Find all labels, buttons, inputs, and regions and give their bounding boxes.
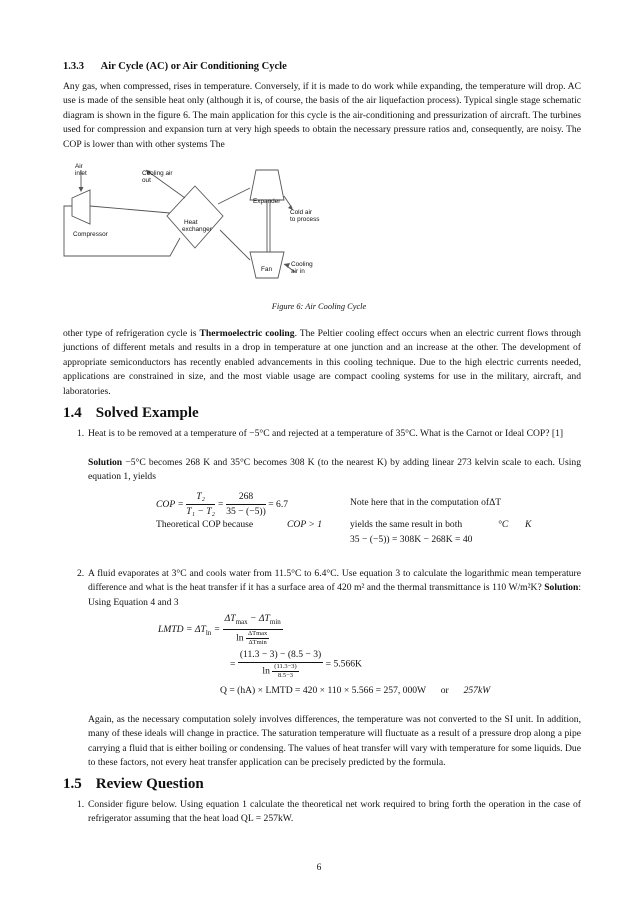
delta-t-calc: 35 − (−5)) = 308K − 268K = 40 (350, 534, 473, 545)
section-heading-review: 1.5 Review Question (63, 776, 204, 792)
theoretical-cop: Theoretical COP because (156, 519, 254, 530)
q2-marker: 2. (77, 568, 85, 579)
label-expander: Expander (253, 198, 281, 205)
unit-celsius: °C (498, 519, 509, 530)
review-q1-marker: 1. (77, 799, 85, 810)
air-cooling-cycle-diagram (60, 156, 360, 280)
expander-shape (250, 170, 284, 200)
subsection-title: Air Cycle (AC) or Air Conditioning Cycle (100, 61, 287, 72)
q1-solution: Solution −5°C becomes 268 K and 35°C becomes 308 K (to the nearest K) by adding linear 273 kelvin scale to each. Using equation 1, yields (88, 457, 581, 483)
label-cooling-air-in: Cooling air in (291, 261, 313, 275)
label-air-inlet: Air inlet (75, 163, 87, 177)
lmtd-equation: LMTD = $\Delta T_{ln}$ = $\Delta T_{max} - \Delta T_{min}$ ln $\frac{\Delta Tmax}{\Delta Tmin}$ (158, 613, 281, 647)
yields-text: yields the same result in both (350, 519, 463, 530)
q1-question: Heat is to be removed at a temperature of −5°C and rejected at a temperature of 35°C. What is the Carnot or Ideal COP? [1] (88, 428, 564, 439)
subsection-number: 1.3.3 (63, 61, 84, 72)
label-compressor: Compressor (73, 231, 108, 238)
unit-kelvin: K (525, 519, 532, 530)
label-cold-air: Cold air to process (290, 209, 320, 223)
cop-condition: COP > 1 (287, 519, 323, 530)
figure-caption: Figure 6: Air Cooling Cycle (271, 302, 367, 311)
thermoelectric-term: Thermoelectric cooling (199, 328, 295, 339)
q1-marker: 1. (77, 428, 85, 439)
lmtd-substitution: = (11.3 − 3) − (8.5 − 3) ln $\frac{(11.3-3)}{8.5-3}$ = 5.566K (230, 649, 362, 680)
label-heat-exchanger: Heat exchanger (182, 219, 212, 233)
subsection-heading (63, 61, 287, 72)
q2-question: A fluid evaporates at 3°C and cools water from 11.5°C to 6.4°C. Use equation 3 to calculate the logarithmic mean temperature difference and what is the heat transfer if it has a surface area of 420 m² and the thermal transmittance is 110 W/m²K? Solution: Using Equation 4 and 3 (88, 568, 581, 608)
q2-paragraph: Again, as the necessary computation solely involves differences, the temperature was not converted to the SI unit. In addition, many of these ideals will change in practice. The saturation temperature will fluctuate as a result of a pressure drop along a pipe carrying a fluid that is either boiling or condensing. The values of heat transfer will vary with temperature for some liquids. Due to these factors, not every heat transfer application can be precisely predicted by the formula. (88, 714, 581, 769)
label-fan: Fan (261, 266, 273, 273)
air-cycle-paragraph: Any gas, when compressed, rises in temperature. Conversely, if it is made to do work while expanding, the temperature will drop. AC use is made of the sensible heat only (although it is, of course, the basis of the air liquefaction process). Typical single stage schematic diagram is shown in the figure 6. The main application for this cycle is the air-conditioning and pressurization of aircraft. The turbines used for compression and expansion turn at very high speeds to obtain the necessary pressure ratios and, consequently, are noisy. The COP is lower than with other systems The (63, 81, 581, 150)
page-number: 6 (316, 863, 322, 873)
review-q1: Consider figure below. Using equation 1 calculate the theoretical net work required to bring forth the operation in the case of refrigerator assuming that the heat load QL = 257kW. (88, 799, 581, 825)
cop-equation: COP = $\frac{\text{T₂}}{\text{T₁ − T₂}}$ = $\frac{268}{35 - (-5))}$ = 6.7 (156, 491, 289, 518)
thermoelectric-paragraph: other type of refrigeration cycle is Thermoelectric cooling. The Peltier cooling effect occurs when an electric current flows through junctions of different metals and results in a drop in temperature at one junction and an increase at the other. The development of appropriate semiconductors has recently enabled advancements in this cooling technique. Due to the high electric currents needed, applications are constrained in size, and the most viable usage are compact cooling systems for use in the military, aircraft, and laboratories. (63, 328, 581, 397)
heat-transfer-equation: Q = (hA) × LMTD = 420 × 110 × 5.566 = 257, 000W or 257kW (220, 685, 491, 696)
label-cooling-air-out: Cooling air out (142, 170, 173, 184)
heat-exchanger-shape (167, 186, 223, 248)
section-heading-solved: 1.4 Solved Example (63, 405, 199, 421)
compressor-shape (72, 190, 90, 224)
fan-shape (250, 252, 284, 278)
cop-note: Note here that in the computation ofΔT (350, 497, 502, 508)
